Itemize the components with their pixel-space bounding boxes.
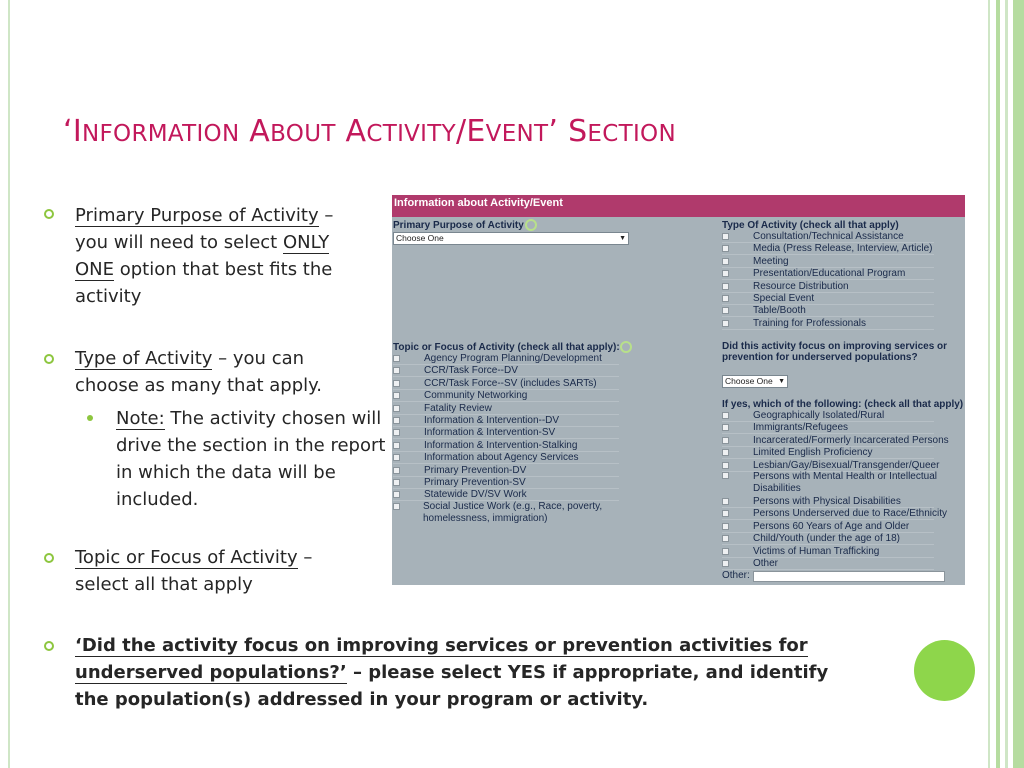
green-circle-decoration: [914, 640, 975, 701]
topic-checkbox[interactable]: [393, 479, 400, 486]
topic-item-label: Statewide DV/SV Work: [424, 489, 527, 501]
topic-checkbox[interactable]: [393, 367, 400, 374]
type-checkbox[interactable]: [722, 320, 729, 327]
topic-checkbox[interactable]: [393, 355, 400, 362]
type-checkbox[interactable]: [722, 283, 729, 290]
type-item-label: Consultation/Technical Assistance: [753, 231, 904, 242]
topic-checkbox[interactable]: [393, 405, 400, 412]
primary-purpose-select[interactable]: Choose One ▼: [393, 232, 629, 245]
type-item-label: Resource Distribution: [753, 280, 849, 292]
type-checkbox[interactable]: [722, 295, 729, 302]
topic-label: Topic or Focus of Activity (check all that apply):: [393, 342, 620, 353]
topic-item-label: homelessness, immigration): [423, 513, 548, 524]
slide-title: ‘INFORMATION ABOUT ACTIVITY/EVENT’ SECTION: [63, 114, 676, 149]
population-checkbox[interactable]: [722, 498, 729, 505]
form-header: Information about Activity/Event: [392, 195, 965, 217]
topic-item-label: CCR/Task Force--SV (includes SARTs): [424, 377, 597, 389]
sub-bullet-note: Note: The activity chosen will drive the section in the report in which the data will be included.: [116, 408, 386, 510]
population-checkbox[interactable]: [722, 472, 729, 479]
type-checkbox[interactable]: [722, 245, 729, 252]
topic-checkbox[interactable]: [393, 392, 400, 399]
activity-form-screenshot: [392, 195, 965, 585]
type-item-label: Training for Professionals: [753, 317, 867, 329]
left-border-line: [8, 0, 10, 768]
type-checkbox[interactable]: [722, 233, 729, 240]
bullet-ring-icon: [44, 209, 54, 219]
bullet-ring-icon: [44, 641, 54, 651]
population-item-label: Geographically Isolated/Rural: [753, 410, 885, 421]
population-item-label: Disabilities: [753, 483, 801, 494]
bullet-primary-purpose: Primary Purpose of Activity – you will need to select ONLY ONE option that best fits the activity: [75, 205, 334, 307]
type-item-label: Special Event: [753, 293, 815, 304]
population-checkbox[interactable]: [722, 412, 729, 419]
other-label: Other:: [722, 570, 750, 581]
topic-checkbox[interactable]: [393, 467, 400, 474]
bullet-ring-icon: [44, 354, 54, 364]
population-checkbox[interactable]: [722, 424, 729, 431]
bullet-ring-icon: [44, 553, 54, 563]
if-yes-label: If yes, which of the following: (check all that apply): [722, 399, 964, 410]
bullet-underserved: ‘Did the activity focus on improving services or prevention activities for underserved populations?’ – please select YES if appropriate, and identify the population(s) addressed in your program or activity.: [75, 635, 829, 710]
population-item-label: Other: [753, 558, 779, 569]
population-checkbox[interactable]: [722, 560, 729, 567]
type-item-label: Meeting: [753, 255, 789, 267]
topic-item-label: Information & Intervention-SV: [424, 427, 556, 439]
topic-item-label: Fatality Review: [424, 402, 492, 414]
topic-item-label: Information & Intervention--DV: [424, 415, 560, 426]
topic-item-label: Primary Prevention-DV: [424, 464, 527, 476]
topic-item-label: Social Justice Work (e.g., Race, poverty,: [423, 501, 603, 512]
sub-bullet-dot-icon: [87, 415, 93, 421]
required-marker-icon: [620, 341, 632, 353]
population-checkbox[interactable]: [722, 462, 729, 469]
population-checkbox[interactable]: [722, 510, 729, 517]
bullet-topic-focus: Topic or Focus of Activity – select all that apply: [75, 547, 313, 595]
population-item-label: Victims of Human Trafficking: [753, 545, 880, 557]
population-item-label: Immigrants/Refugees: [753, 422, 849, 434]
other-input[interactable]: [753, 571, 945, 582]
type-of-activity-label: Type Of Activity (check all that apply): [722, 220, 899, 231]
population-item-label: Persons Underserved due to Race/Ethnicity: [753, 508, 947, 520]
row-divider: [722, 329, 934, 330]
required-marker-icon: [525, 219, 537, 231]
type-item-label: Table/Booth: [753, 305, 806, 317]
topic-item-label: Community Networking: [424, 390, 528, 402]
topic-checkbox[interactable]: [393, 429, 400, 436]
topic-item-label: Agency Program Planning/Development: [424, 353, 602, 364]
population-checkbox[interactable]: [722, 449, 729, 456]
underserved-select[interactable]: Choose One ▼: [722, 375, 788, 388]
underserved-question: prevention for underserved populations?: [722, 352, 918, 363]
population-checkbox[interactable]: [722, 535, 729, 542]
population-item-label: Child/Youth (under the age of 18): [753, 533, 900, 545]
population-item-label: Lesbian/Gay/Bisexual/Transgender/Queer: [753, 459, 940, 471]
underserved-question: Did this activity focus on improving services or: [722, 341, 948, 352]
population-item-label: Persons with Physical Disabilities: [753, 496, 901, 507]
topic-checkbox[interactable]: [393, 491, 400, 498]
type-item-label: Media (Press Release, Interview, Article): [753, 243, 933, 255]
primary-purpose-label: Primary Purpose of Activity: [393, 220, 524, 231]
topic-item-label: Primary Prevention-SV: [424, 477, 526, 488]
type-checkbox[interactable]: [722, 270, 729, 277]
row-divider: [722, 569, 934, 570]
type-checkbox[interactable]: [722, 258, 729, 265]
topic-item-label: Information & Intervention-Stalking: [424, 439, 578, 451]
population-checkbox[interactable]: [722, 523, 729, 530]
population-item-label: Persons with Mental Health or Intellectual: [753, 471, 937, 482]
topic-checkbox[interactable]: [393, 503, 400, 510]
topic-checkbox[interactable]: [393, 442, 400, 449]
type-checkbox[interactable]: [722, 307, 729, 314]
type-item-label: Presentation/Educational Program: [753, 268, 906, 280]
topic-checkbox[interactable]: [393, 454, 400, 461]
population-checkbox[interactable]: [722, 437, 729, 444]
population-item-label: Persons 60 Years of Age and Older: [753, 520, 910, 532]
population-item-label: Limited English Proficiency: [753, 447, 873, 459]
topic-checkbox[interactable]: [393, 380, 400, 387]
population-checkbox[interactable]: [722, 548, 729, 555]
population-item-label: Incarcerated/Formerly Incarcerated Persons: [753, 434, 949, 446]
topic-item-label: Information about Agency Services: [424, 452, 579, 464]
topic-checkbox[interactable]: [393, 417, 400, 424]
bullet-type-of-activity: Type of Activity – you can choose as many that apply.: [75, 348, 322, 396]
topic-item-label: CCR/Task Force--DV: [424, 365, 518, 377]
